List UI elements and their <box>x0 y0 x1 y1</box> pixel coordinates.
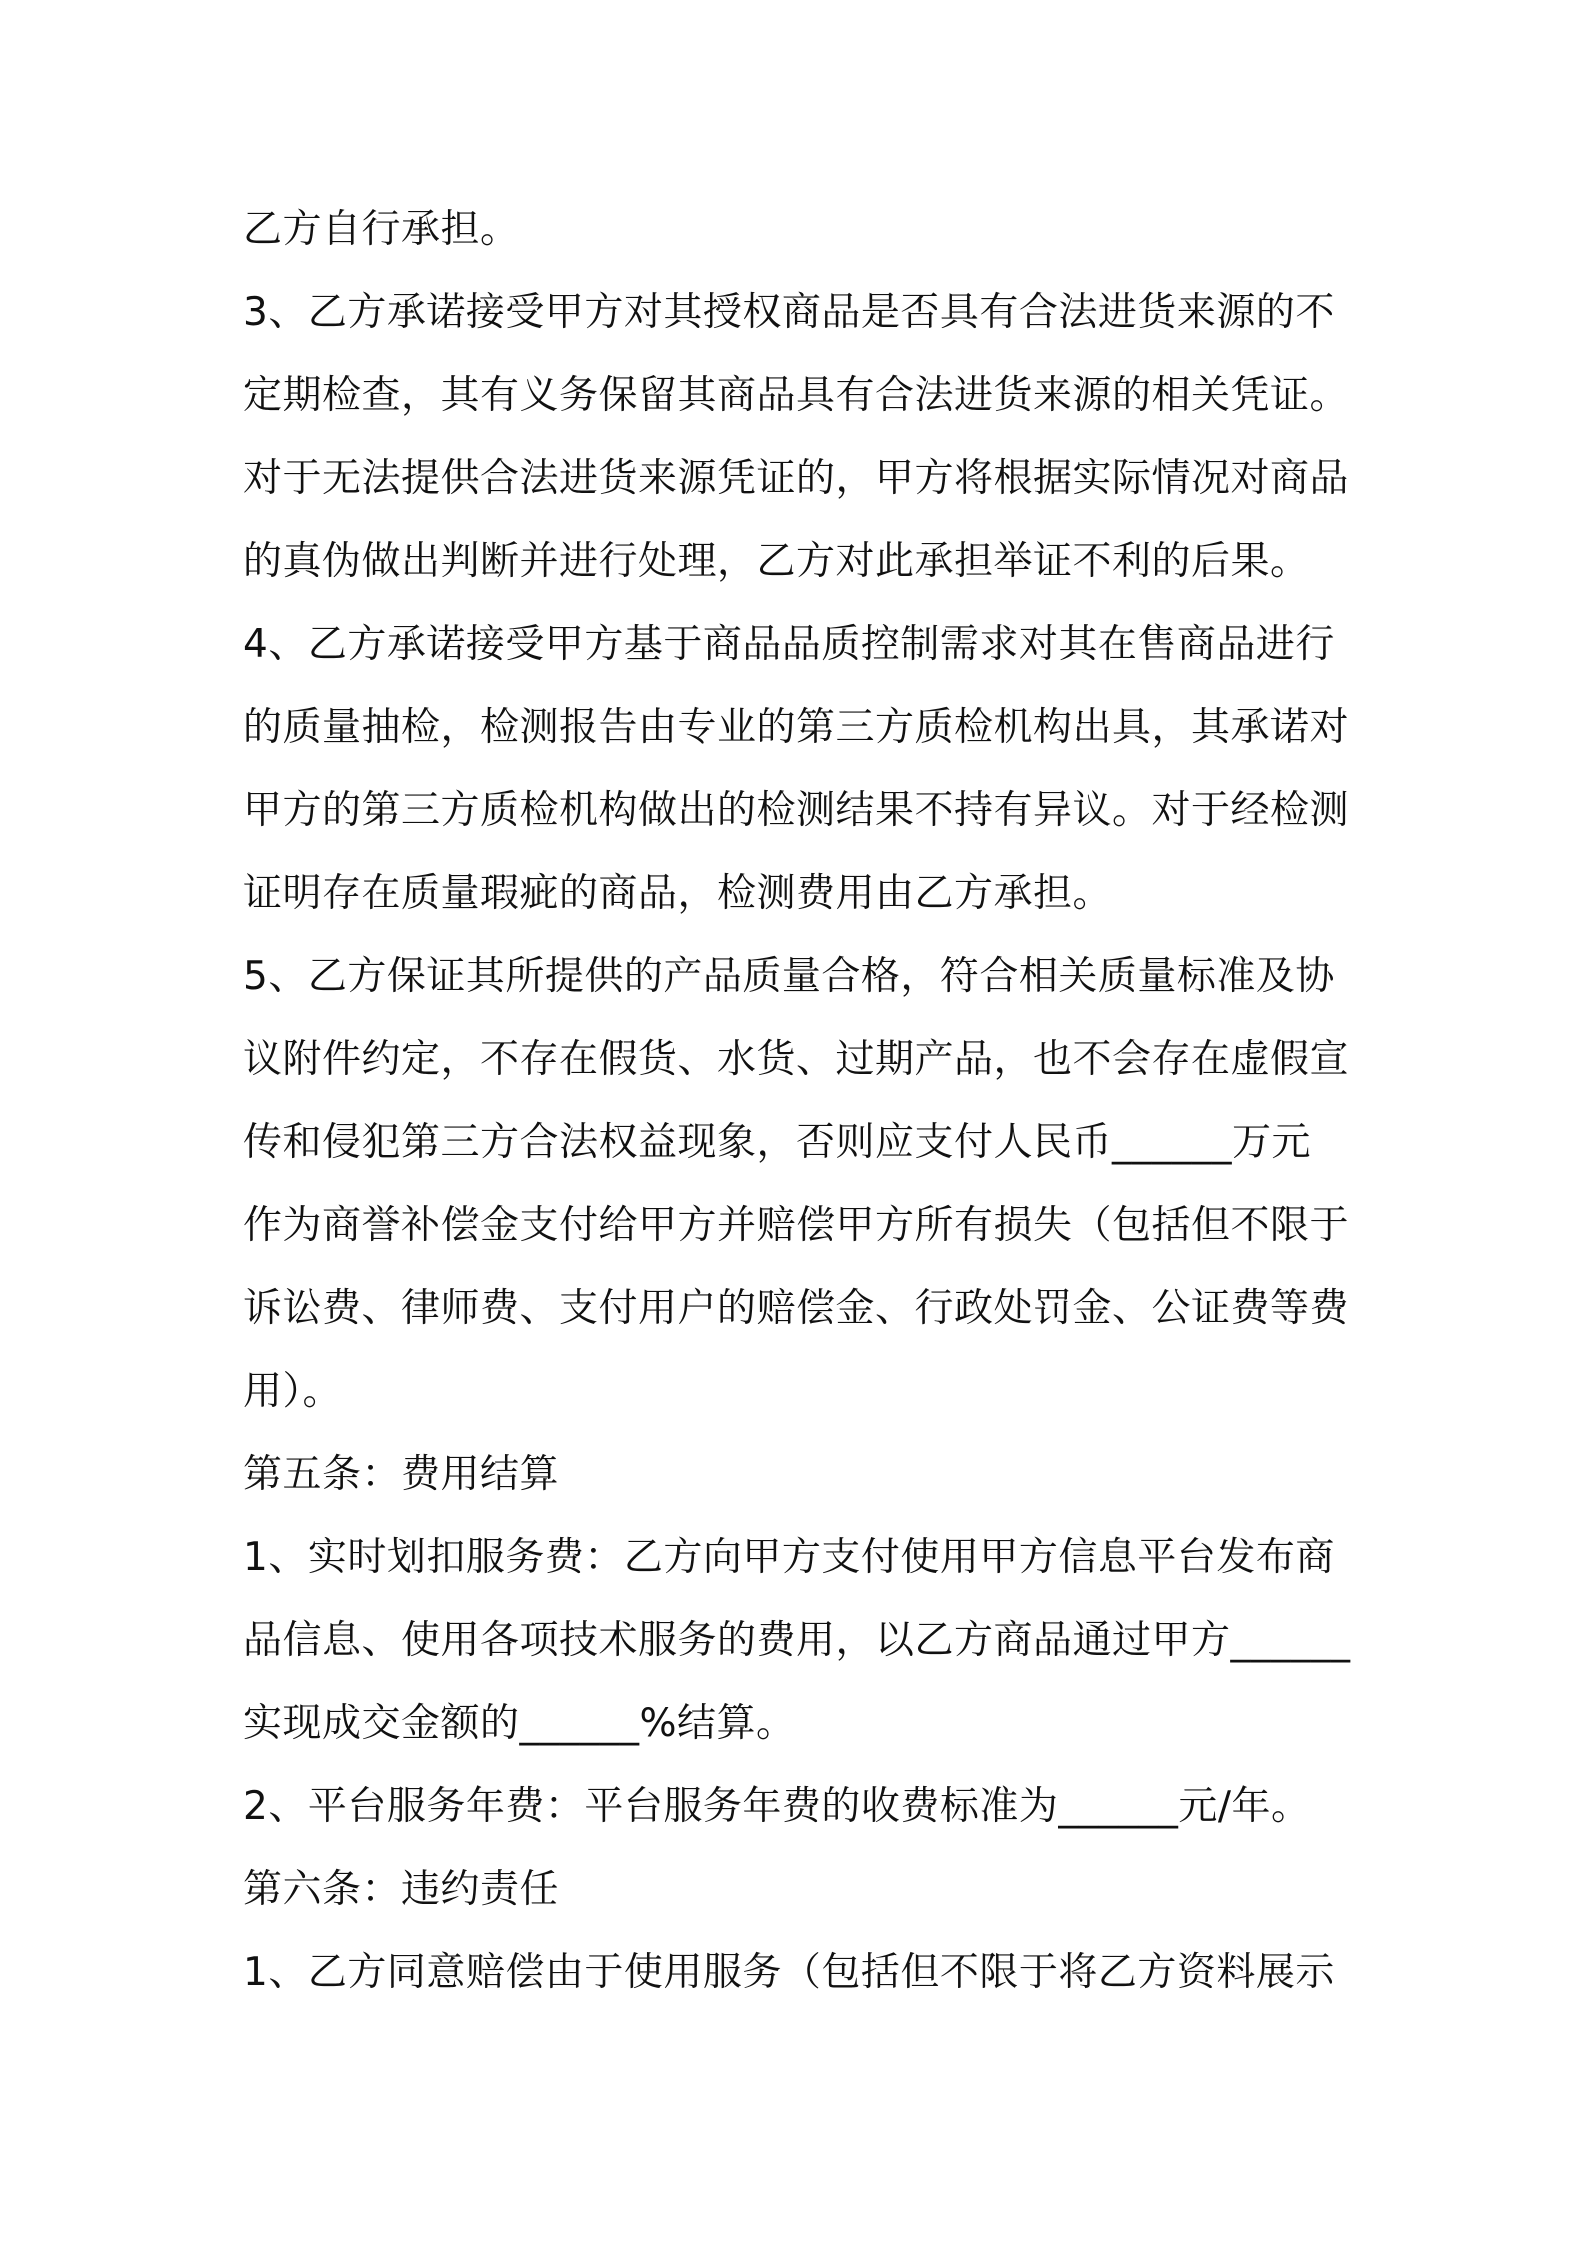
text-line: 甲方的第三方质检机构做出的检测结果不持有异议。对于经检测 <box>243 788 1350 833</box>
text-line: 作为商誉补偿金支付给甲方并赔偿甲方所有损失（包括但不限于 <box>243 1203 1350 1248</box>
text-line: 实现成交金额的______%结算。 <box>243 1701 796 1746</box>
text-line: 的质量抽检，检测报告由专业的第三方质检机构出具，其承诺对 <box>243 705 1350 750</box>
text-line: 3、乙方承诺接受甲方对其授权商品是否具有合法进货来源的不 <box>243 290 1335 335</box>
text-line: 品信息、使用各项技术服务的费用，以乙方商品通过甲方______ <box>243 1618 1351 1663</box>
text-line: 证明存在质量瑕疵的商品，检测费用由乙方承担。 <box>243 871 1113 916</box>
text-line: 乙方自行承担。 <box>243 207 520 252</box>
text-line: 用）。 <box>243 1369 343 1414</box>
text-line: 对于无法提供合法进货来源凭证的，甲方将根据实际情况对商品 <box>243 456 1350 501</box>
text-line: 议附件约定，不存在假货、水货、过期产品，也不会存在虚假宣 <box>243 1037 1350 1082</box>
text-line: 传和侵犯第三方合法权益现象，否则应支付人民币______万元 <box>243 1120 1312 1165</box>
text-line: 2、平台服务年费：平台服务年费的收费标准为______元/年。 <box>243 1784 1311 1829</box>
text-line: 5、乙方保证其所提供的产品质量合格，符合相关质量标准及协 <box>243 954 1335 999</box>
text-line: 诉讼费、律师费、支付用户的赔偿金、行政处罚金、公证费等费 <box>243 1286 1350 1331</box>
section-heading: 第五条：费用结算 <box>243 1452 560 1497</box>
text-line: 1、实时划扣服务费：乙方向甲方支付使用甲方信息平台发布商 <box>243 1535 1335 1580</box>
section-heading: 第六条：违约责任 <box>243 1867 560 1912</box>
text-line: 的真伪做出判断并进行处理，乙方对此承担举证不利的后果。 <box>243 539 1310 584</box>
text-line: 定期检查，其有义务保留其商品具有合法进货来源的相关凭证。 <box>243 373 1350 418</box>
text-line: 1、乙方同意赔偿由于使用服务（包括但不限于将乙方资料展示 <box>243 1950 1335 1995</box>
text-line: 4、乙方承诺接受甲方基于商品品质控制需求对其在售商品进行 <box>243 622 1335 667</box>
